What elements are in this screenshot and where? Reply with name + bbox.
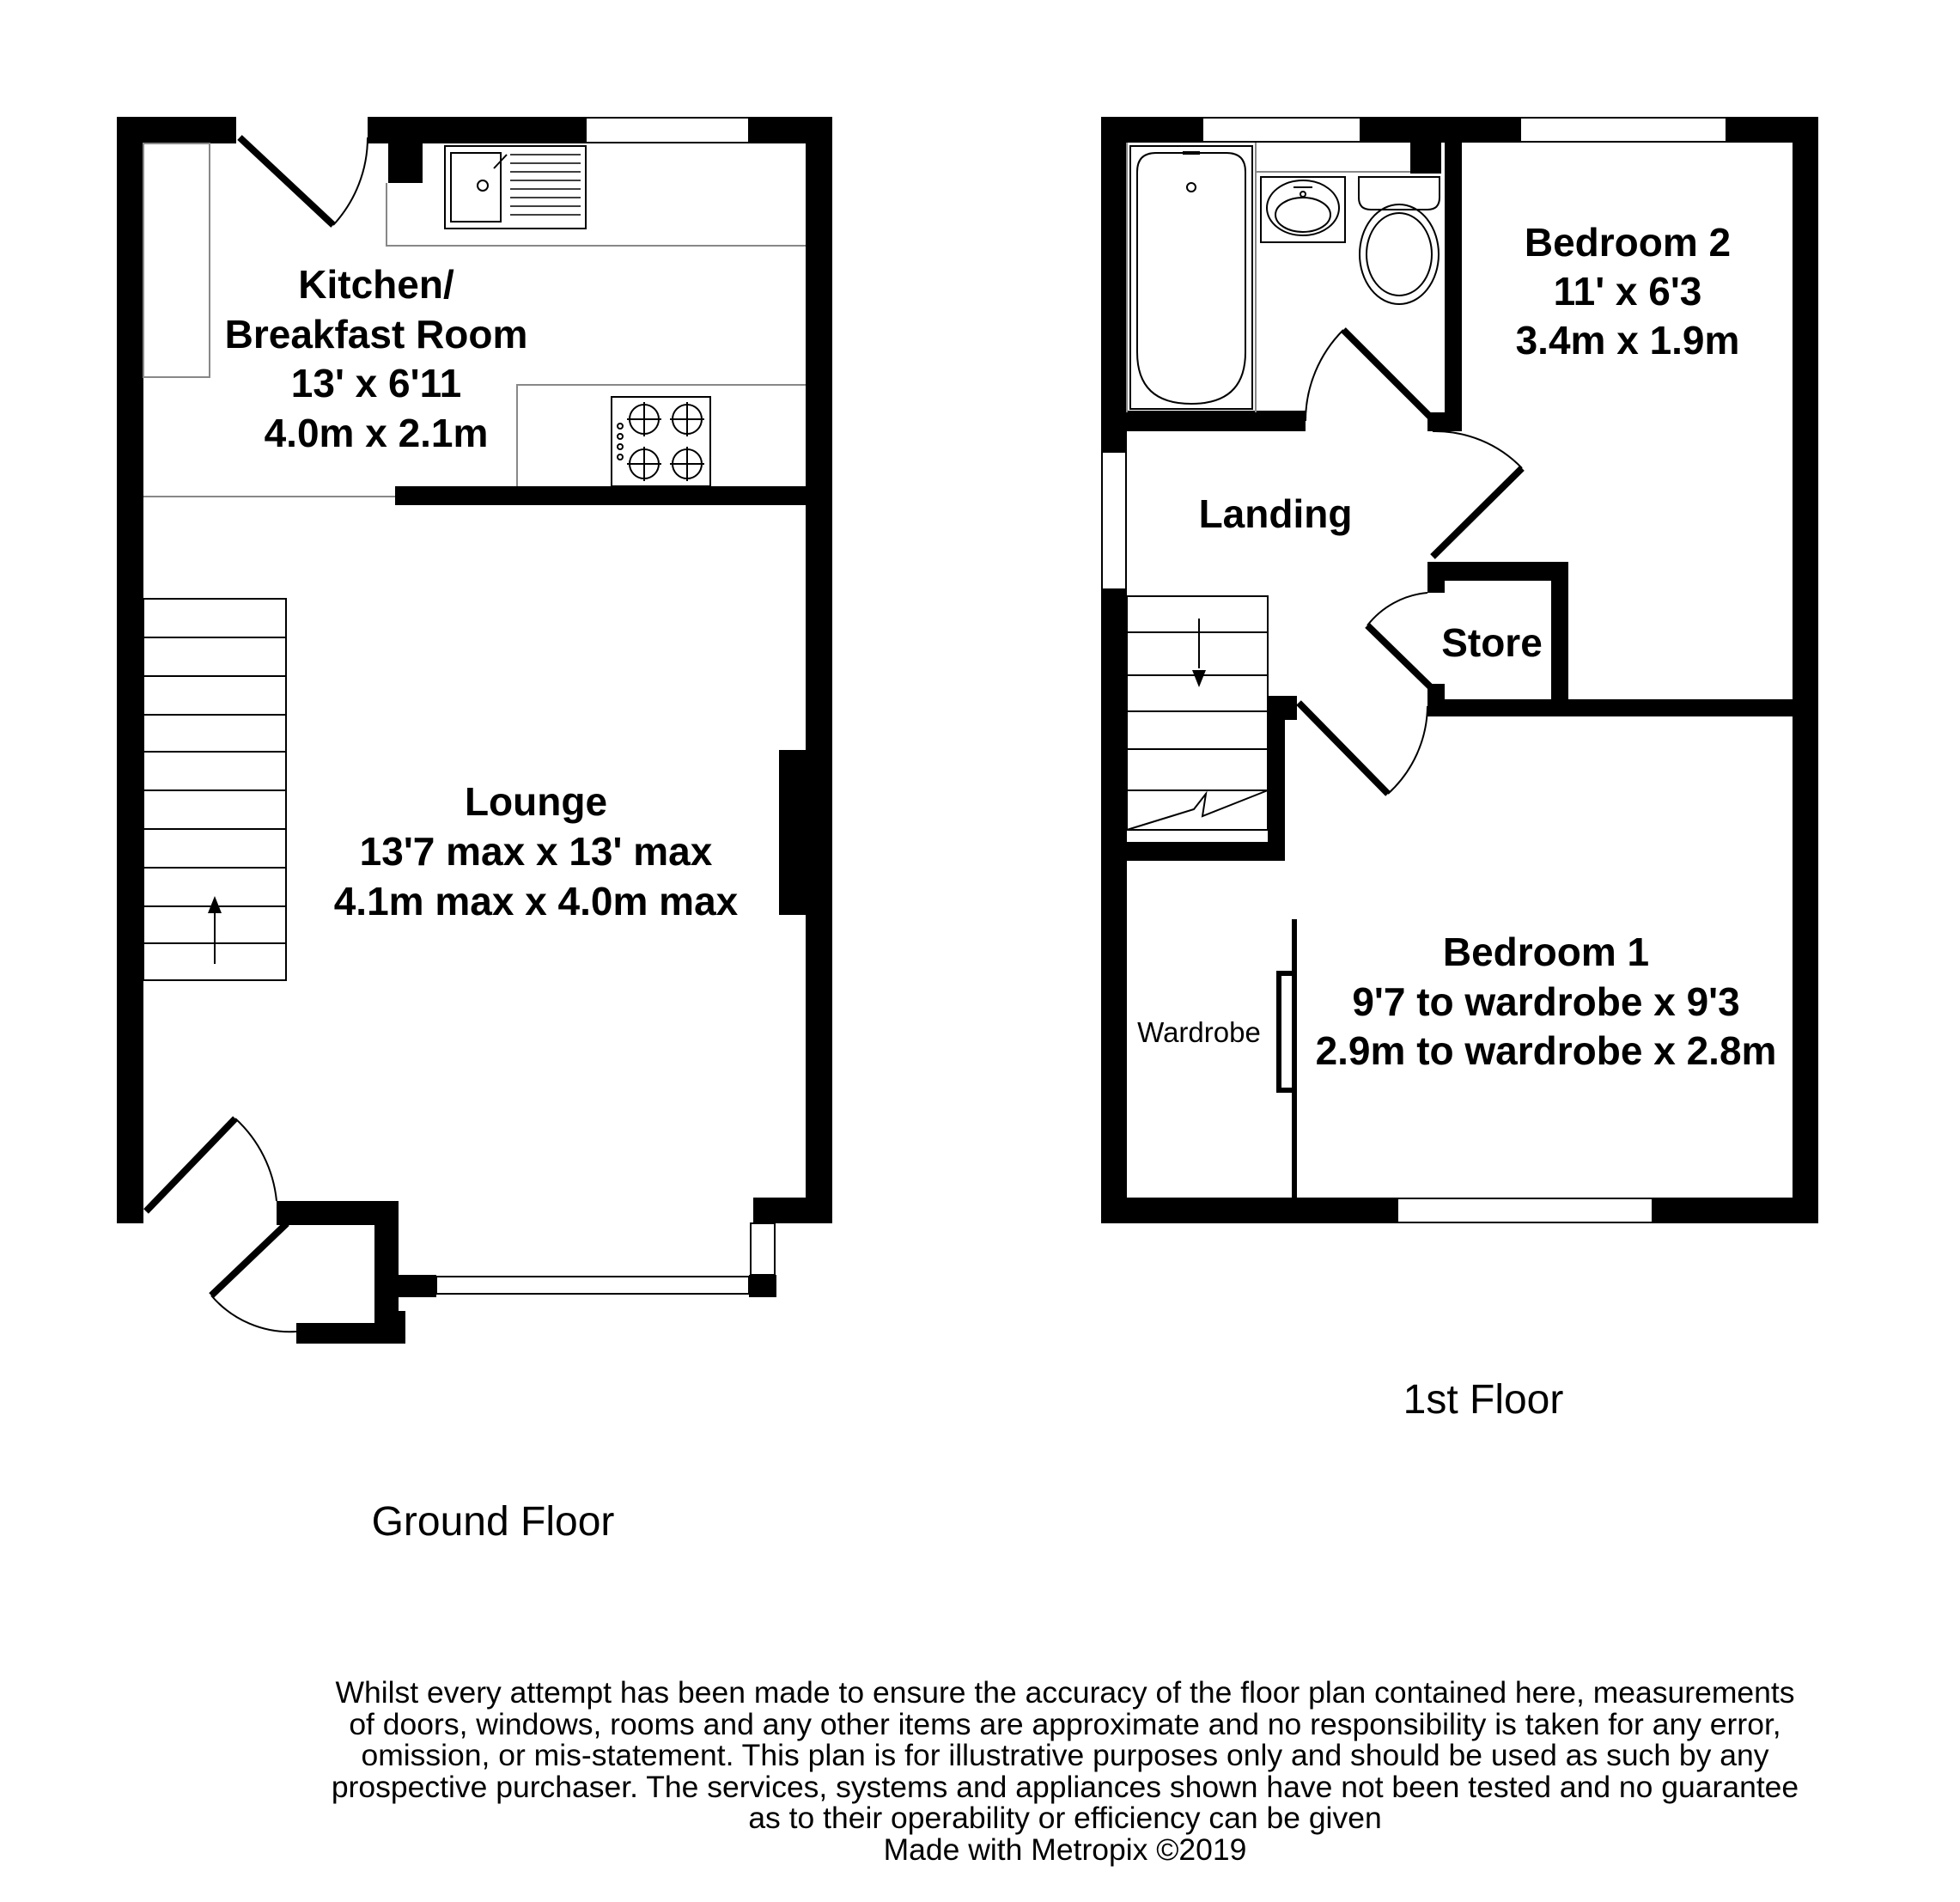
ground-floor-staircase	[143, 599, 286, 980]
landing-name: Landing	[1198, 491, 1353, 536]
disclaimer-line-3: omission, or mis-statement. This plan is for illustrative purposes only and should be used as such by any	[361, 1738, 1769, 1772]
lounge-name: Lounge	[464, 779, 608, 824]
ground-floor-plan	[117, 117, 832, 1545]
bedroom-2-name: Bedroom 2	[1524, 220, 1732, 265]
store-name: Store	[1441, 620, 1543, 665]
toilet-icon	[1359, 177, 1440, 304]
ground-floor-walls	[117, 117, 832, 1344]
credit: Made with Metropix ©2019	[883, 1832, 1247, 1867]
disclaimer-line-2: of doors, windows, rooms and any other items are approximate and no responsibility is taken for any error,	[349, 1706, 1781, 1741]
stairs-down-arrow-icon	[1192, 670, 1206, 687]
kitchen-name-line2: Breakfast Room	[224, 312, 528, 357]
bedroom-2-label	[1516, 220, 1740, 363]
ground-floor-windows	[436, 118, 775, 1294]
lounge-metric-size: 4.1m max x 4.0m max	[333, 879, 739, 924]
bedroom-1-metric-size: 2.9m to wardrobe x 2.8m	[1315, 1028, 1777, 1073]
bedroom-2-metric-size: 3.4m x 1.9m	[1515, 318, 1740, 363]
ground-floor-title: Ground Floor	[371, 1499, 615, 1545]
first-floor-title: 1st Floor	[1403, 1377, 1564, 1423]
disclaimer-line-5: as to their operability or efficiency can be given	[748, 1801, 1382, 1835]
kitchen-metric-size: 4.0m x 2.1m	[264, 411, 489, 455]
basin-icon	[1261, 177, 1345, 242]
bathroom-fittings	[1127, 143, 1410, 412]
hob-icon	[612, 397, 710, 486]
first-floor-staircase	[1127, 596, 1268, 830]
kitchen-name: Kitchen/	[298, 262, 454, 307]
disclaimer	[258, 1677, 1872, 1865]
disclaimer-line-1: Whilst every attempt has been made to ensure the accuracy of the floor plan contained here, measurements	[335, 1675, 1795, 1710]
kitchen-imperial-size: 13' x 6'11	[290, 361, 462, 405]
bedroom-1-name: Bedroom 1	[1442, 930, 1650, 974]
lounge-label	[334, 779, 739, 924]
bedroom-1-imperial-size: 9'7 to wardrobe x 9'3	[1352, 979, 1740, 1024]
wardrobe-fittings	[1276, 919, 1297, 1203]
first-floor-plan	[1101, 117, 1818, 1423]
disclaimer-line-4: prospective purchaser. The services, systems and appliances shown have not been tested and no guarantee	[331, 1769, 1799, 1804]
bath-icon	[1130, 146, 1252, 409]
bedroom-2-imperial-size: 11' x 6'3	[1553, 269, 1702, 314]
bedroom-1-label	[1316, 930, 1777, 1073]
sink-icon	[445, 146, 586, 229]
stairs-up-arrow-icon	[208, 896, 222, 913]
lounge-imperial-size: 13'7 max x 13' max	[359, 829, 713, 874]
wardrobe-name: Wardrobe	[1137, 1016, 1261, 1048]
kitchen-label	[225, 262, 528, 455]
